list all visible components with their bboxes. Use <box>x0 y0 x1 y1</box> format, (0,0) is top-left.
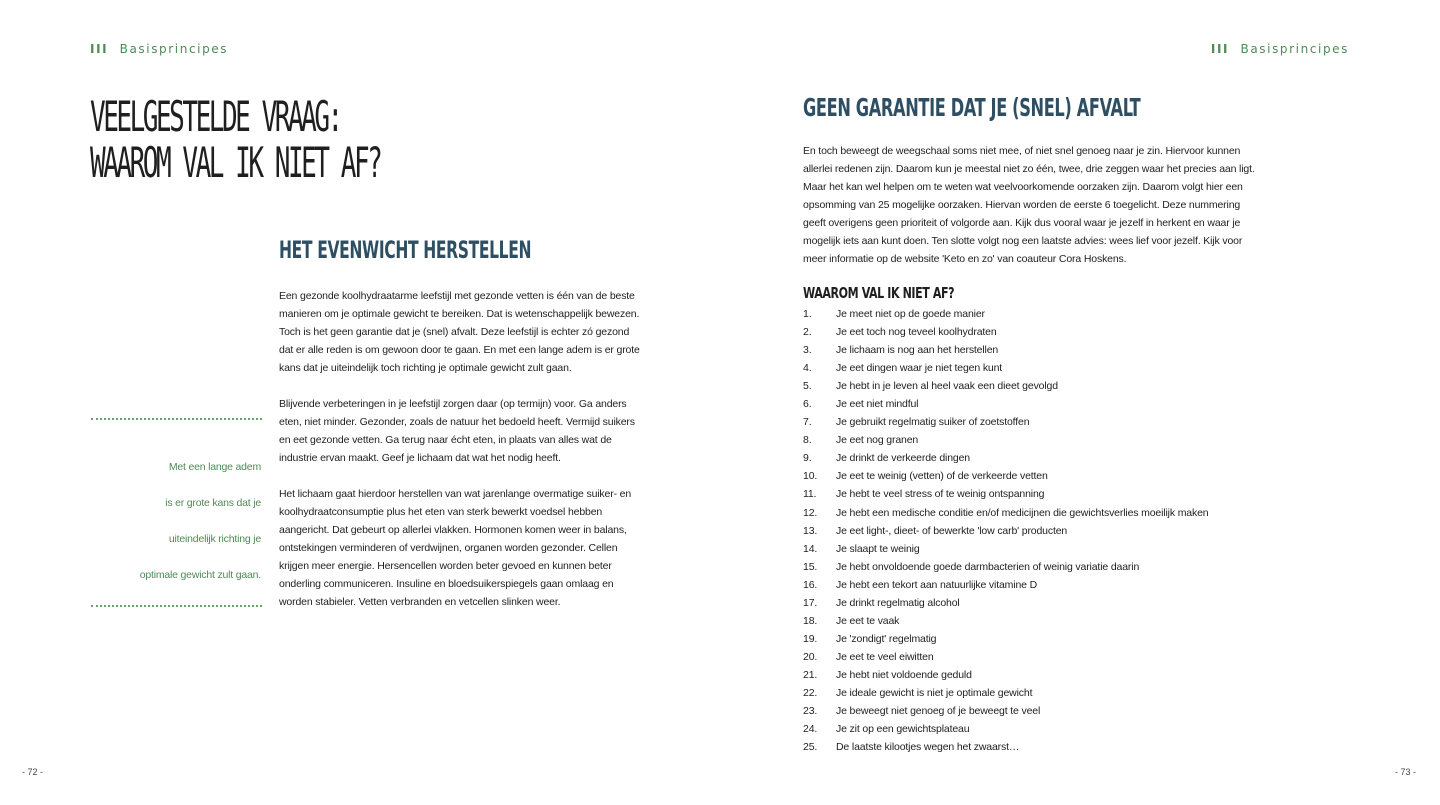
list-item-text: Je slaapt te weinig <box>836 542 920 555</box>
list-item <box>803 738 1208 756</box>
list-item-number: 17. <box>803 596 818 609</box>
pull-quote-rule-top <box>91 418 262 420</box>
list-item <box>803 504 1208 522</box>
list-item <box>803 594 1208 612</box>
paragraph-text: Het lichaam gaat hierdoor herstellen van wat jarenlange overmatige suiker- en koolhydraatconsumptie plus het eten van sterk bewerkt voedsel hebben aangericht. Dat gebeurt op allerlei vlakken. Hormonen komen weer in balans, ontstekingen verminderen of verdwijnen, organen worden gezonder. Cellen krijgen meer energie. Hersencellen worden beter gevoed en kunnen beter onderling communiceren. Insuline en bloedsuikerspiegels gaan omlaag en worden stabieler. Vetten verbranden en vetcellen slinken weer. <box>279 488 632 608</box>
list-item <box>803 684 1208 702</box>
list-item-number: 12. <box>803 506 818 519</box>
pull-quote-rule-bottom <box>91 605 262 607</box>
list-item-number: 8. <box>803 434 812 447</box>
page-number: - 72 - <box>22 767 44 777</box>
list-item <box>803 720 1208 738</box>
list-item-number: 22. <box>803 686 818 699</box>
title-line-2: WAAROM VAL IK NIET AF? <box>90 138 381 187</box>
list-item-text: Je ideale gewicht is niet je optimale gewicht <box>836 686 1033 699</box>
list-item-number: 9. <box>803 452 812 465</box>
list-item-number: 25. <box>803 741 818 754</box>
title-line-1: VEELGESTELDE VRAAG: <box>90 92 341 141</box>
list-item <box>803 648 1208 666</box>
list-item <box>803 359 1208 377</box>
list-item-text: Je gebruikt regelmatig suiker of zoetstoffen <box>836 416 1030 429</box>
list-item-number: 16. <box>803 578 818 591</box>
list-item-number: 1. <box>803 308 812 320</box>
list-item-text: De laatste kilootjes wegen het zwaarst… <box>836 741 1020 754</box>
list-item-text: Je eet te veel eiwitten <box>836 650 934 663</box>
list-item <box>803 341 1208 359</box>
list-item-text: Je hebt een medische conditie en/of medicijnen die gewichtsverlies moeilijk maken <box>836 506 1209 519</box>
list-item <box>803 377 1208 395</box>
paragraph-text: Blijvende verbeteringen in je leefstijl zorgen daar (op termijn) voor. Ga anders eten, niet minder. Gezonder, zoals de natuur het bedoeld heeft. Vermijd suikers en eet gezonde vetten. Ga terug naar écht eten, in plaats van alles wat de industrie ervan maakt. Geef je lichaam dat wat het nodig heeft. <box>279 398 635 464</box>
list-item <box>803 323 1208 341</box>
list-item-text: Je hebt onvoldoende goede darmbacterien of weinig variatie daarin <box>836 560 1140 573</box>
running-head <box>90 42 228 56</box>
list-item-number: 21. <box>803 668 818 681</box>
list-item-number: 19. <box>803 632 818 645</box>
chapter-name: Basisprincipes <box>1240 42 1349 56</box>
section-heading: GEEN GARANTIE DAT JE (SNEL) AFVALT <box>803 93 1141 122</box>
list-item <box>803 612 1208 630</box>
list-item-number: 10. <box>803 470 818 483</box>
list-item-number: 23. <box>803 705 818 718</box>
body-paragraph-3 <box>279 485 641 611</box>
list-item-text: Je eet toch nog teveel koolhydraten <box>836 326 997 339</box>
chapter-number: III <box>90 42 109 56</box>
list-item-text: Je zit op een gewichtsplateau <box>836 723 970 736</box>
chapter-name: Basisprincipes <box>119 42 229 56</box>
section-heading: HET EVENWICHT HERSTELLEN <box>279 236 532 264</box>
list-item <box>803 449 1208 467</box>
list-item <box>803 485 1208 503</box>
list-item-number: 2. <box>803 326 812 339</box>
list-item <box>803 395 1208 413</box>
list-item-text: Je eet dingen waar je niet tegen kunt <box>836 362 1003 375</box>
list-item <box>803 540 1208 558</box>
list-item-number: 3. <box>803 344 812 357</box>
list-item <box>803 467 1208 485</box>
list-item-text: Je eet niet mindful <box>836 398 919 411</box>
list-item-number: 15. <box>803 560 818 573</box>
page-title <box>90 94 380 186</box>
list-item-number: 11. <box>803 488 817 501</box>
list-item <box>803 576 1208 594</box>
list-item <box>803 630 1208 648</box>
intro-paragraph: En toch beweegt de weegschaal soms niet mee, of niet snel genoeg naar je zin. Hiervoor kunnen allerlei redenen zijn. Daarom kun je meestal niet zo één, twee, drie zeggen waar het precies aan ligt. Maar het kan wel helpen om te weten wat veelvoorkomende oorzaken zijn. Daarom volgt hier een opsomming van 25 mogelijke oorzaken. Hiervan worden de eerste 6 toegelicht. Deze nummering geeft overigens geen prioriteit of volgorde aan. Kijk dus vooral waar je jezelf in herkent en waar je mogelijk iets aan kunt doen. Ten slotte volgt nog een laatste advies: wees lief voor jezelf. Kijk voor meer informatie op de website 'Keto en zo' van coauteur Cora Hoskens. <box>803 145 1255 265</box>
list-item-text: Je beweegt niet genoeg of je beweegt te veel <box>836 705 1041 718</box>
list-item-text: Je eet te weinig (vetten) of de verkeerde vetten <box>836 470 1048 483</box>
body-paragraph-2 <box>279 395 641 467</box>
list-heading: WAAROM VAL IK NIET AF? <box>803 284 955 302</box>
list-item-number: 4. <box>803 362 812 375</box>
list-item-text: Je eet te vaak <box>836 614 900 627</box>
list-item-number: 18. <box>803 614 818 627</box>
list-item <box>803 558 1208 576</box>
list-item-text: Je drinkt de verkeerde dingen <box>836 452 970 465</box>
list-item-text: Je hebt in je leven al heel vaak een dieet gevolgd <box>836 380 1058 393</box>
list-item-text: Je eet light-, dieet- of bewerkte 'low carb' producten <box>836 524 1068 537</box>
running-head <box>1211 42 1349 56</box>
pull-quote-line: optimale gewicht zult gaan. <box>139 569 261 581</box>
list-item-text: Je drinkt regelmatig alcohol <box>836 596 960 609</box>
list-item <box>803 522 1208 540</box>
pull-quote-line: is er grote kans dat je <box>165 497 261 509</box>
list-item-number: 14. <box>803 542 818 555</box>
right-page <box>720 0 1440 805</box>
list-item <box>803 666 1208 684</box>
list-item-text: Je hebt niet voldoende geduld <box>836 668 972 681</box>
pull-quote-line: uiteindelijk richting je <box>168 533 261 545</box>
list-item <box>803 305 1208 323</box>
pull-quote-line: Met een lange adem <box>168 461 261 473</box>
list-item-text: Je 'zondigt' regelmatig <box>836 632 937 645</box>
paragraph-text: Een gezonde koolhydraatarme leefstijl met gezonde vetten is één van de beste manieren om je optimale gewicht te bereiken. Dat is wetenschappelijk bewezen. Toch is het geen garantie dat je (snel) afvalt. Deze leefstijl is echter zó gezond dat er alle reden is om gewoon door te gaan. En met een lange adem is er grote kans dat je uiteindelijk toch richting je optimale gewicht zult gaan. <box>279 290 640 374</box>
page-number: - 73 - <box>1394 767 1416 777</box>
list-item-number: 20. <box>803 650 818 663</box>
list-item-number: 13. <box>803 524 818 537</box>
list-item-text: Je hebt te veel stress of te weinig ontspanning <box>836 488 1045 501</box>
reasons-list <box>803 305 1208 756</box>
list-item-number: 5. <box>803 380 812 393</box>
chapter-number: III <box>1210 42 1230 56</box>
list-item-number: 24. <box>803 723 818 736</box>
list-item-text: Je lichaam is nog aan het herstellen <box>836 344 999 357</box>
list-item <box>803 431 1208 449</box>
list-item-text: Je hebt een tekort aan natuurlijke vitamine D <box>836 578 1038 591</box>
list-item <box>803 413 1208 431</box>
body-paragraph-1 <box>279 287 641 377</box>
list-item-text: Je meet niet op de goede manier <box>836 308 985 320</box>
list-item <box>803 702 1208 720</box>
pull-quote <box>91 449 261 593</box>
list-item-text: Je eet nog granen <box>836 434 919 447</box>
list-item-number: 7. <box>803 416 812 429</box>
list-item-number: 6. <box>803 398 812 411</box>
